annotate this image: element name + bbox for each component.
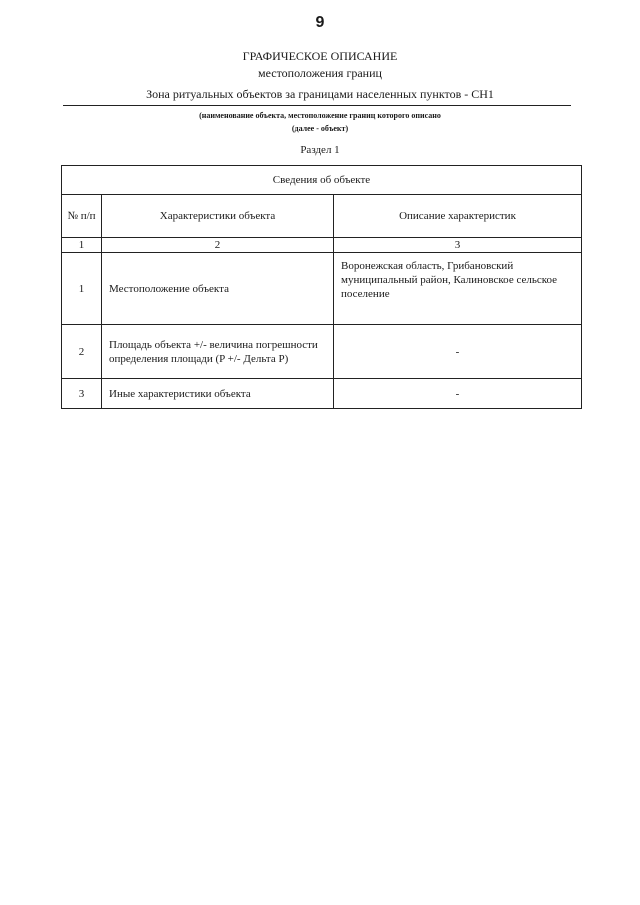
row-description: - (334, 325, 582, 379)
row-characteristic: Площадь объекта +/- величина погрешности определения площади (P +/- Дельта P) (102, 325, 334, 379)
object-info-table (61, 165, 582, 409)
document-subtitle: местоположения границ (258, 66, 382, 80)
table-row (62, 325, 582, 379)
row-characteristic: Местоположение объекта (102, 253, 334, 325)
column-number: 1 (62, 238, 102, 253)
header-num: № п/п (62, 195, 102, 238)
page-number: 9 (315, 14, 325, 31)
column-number-row (62, 238, 582, 253)
row-num: 2 (62, 325, 102, 379)
row-description: Воронежская область, Грибановский муниципальный район, Калиновское сельское поселение (334, 253, 582, 325)
object-name-underline (63, 105, 571, 106)
object-name-caption-2: (далее - объект) (291, 124, 349, 133)
document-title: ГРАФИЧЕСКОЕ ОПИСАНИЕ (242, 49, 398, 63)
table-title-row (62, 166, 582, 195)
column-number: 2 (102, 238, 334, 253)
table-title: Сведения об объекте (62, 166, 582, 195)
object-name-caption: (наименование объекта, местоположение границ которого описано (199, 111, 441, 120)
object-name: Зона ритуальных объектов за границами населенных пунктов - СН1 (146, 87, 494, 101)
row-num: 3 (62, 379, 102, 409)
header-description: Описание характеристик (334, 195, 582, 238)
row-num: 1 (62, 253, 102, 325)
row-description: - (334, 379, 582, 409)
section-title: Раздел 1 (300, 144, 340, 156)
table-row (62, 379, 582, 409)
row-characteristic: Иные характеристики объекта (102, 379, 334, 409)
table-header-row (62, 195, 582, 238)
table-row (62, 253, 582, 325)
column-number: 3 (334, 238, 582, 253)
header-characteristic: Характеристики объекта (102, 195, 334, 238)
